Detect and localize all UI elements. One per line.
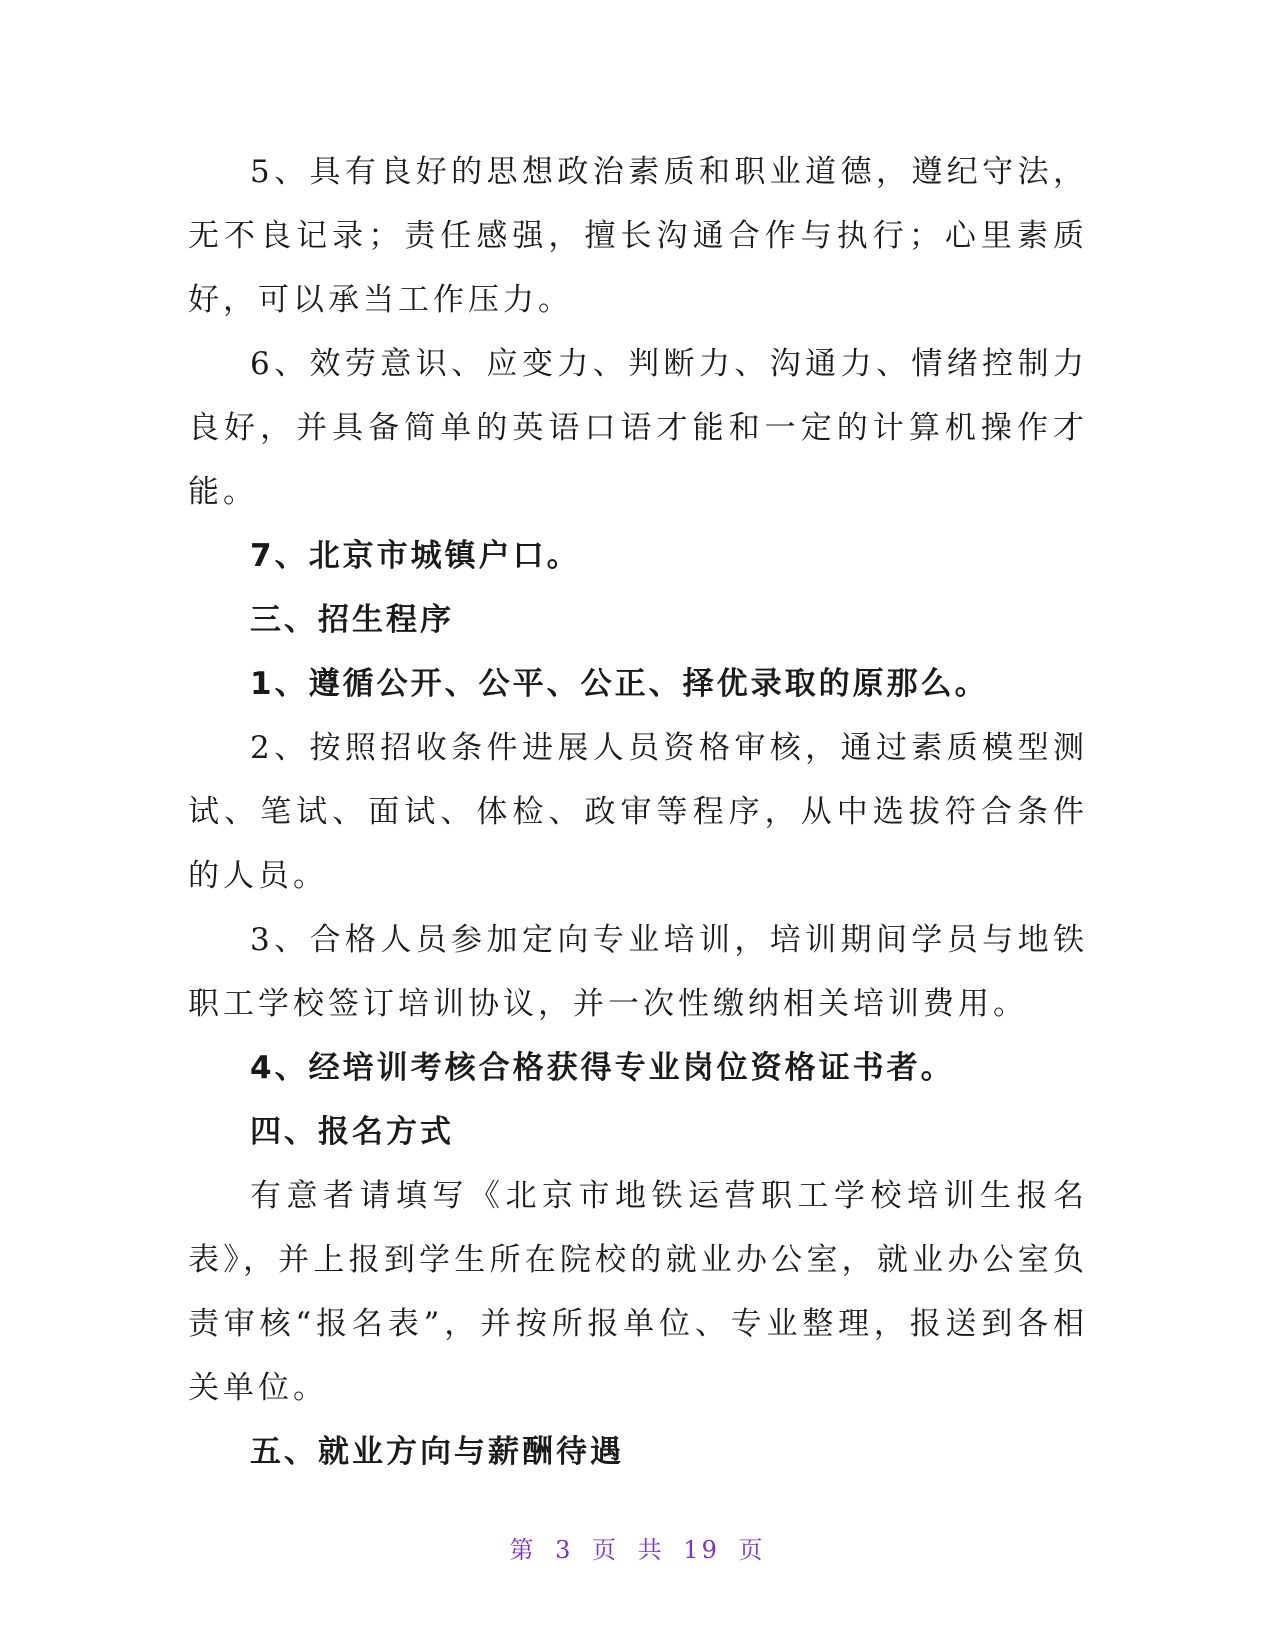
- procedure-item-2: 2、按照招收条件进展人员资格审核，通过素质模型测试、笔试、面试、体检、政审等程序，从中选拔符合条件的人员。: [188, 730, 1088, 894]
- section-heading-4: 四、报名方式: [250, 1114, 454, 1150]
- page-number-footer: 第 3 页 共 19 页: [509, 1536, 766, 1564]
- procedure-item-4: 4、经培训考核合格获得专业岗位资格证书者。: [250, 1050, 955, 1086]
- paragraph-item-7: 7、北京市城镇户口。: [250, 538, 581, 574]
- procedure-item-3: 3、合格人员参加定向专业培训，培训期间学员与地铁职工学校签订培训协议，并一次性缴纳相关培训费用。: [188, 922, 1088, 1022]
- paragraph-item-6: 6、效劳意识、应变力、判断力、沟通力、情绪控制力良好，并具备简单的英语口语才能和一定的计算机操作才能。: [188, 346, 1088, 510]
- registration-paragraph: 有意者请填写《北京市地铁运营职工学校培训生报名表》，并上报到学生所在院校的就业办公室，就业办公室负责审核“报名表”，并按所报单位、专业整理，报送到各相关单位。: [188, 1178, 1088, 1406]
- procedure-item-1: 1、遵循公开、公平、公正、择优录取的原那么。: [250, 666, 989, 702]
- document-body: [188, 140, 1088, 1484]
- section-heading-5: 五、就业方向与薪酬待遇: [250, 1434, 624, 1470]
- paragraph-item-5: 5、具有良好的思想政治素质和职业道德，遵纪守法，无不良记录；责任感强，擅长沟通合作与执行；心里素质好，可以承当工作压力。: [188, 154, 1088, 318]
- section-heading-3: 三、招生程序: [250, 602, 454, 638]
